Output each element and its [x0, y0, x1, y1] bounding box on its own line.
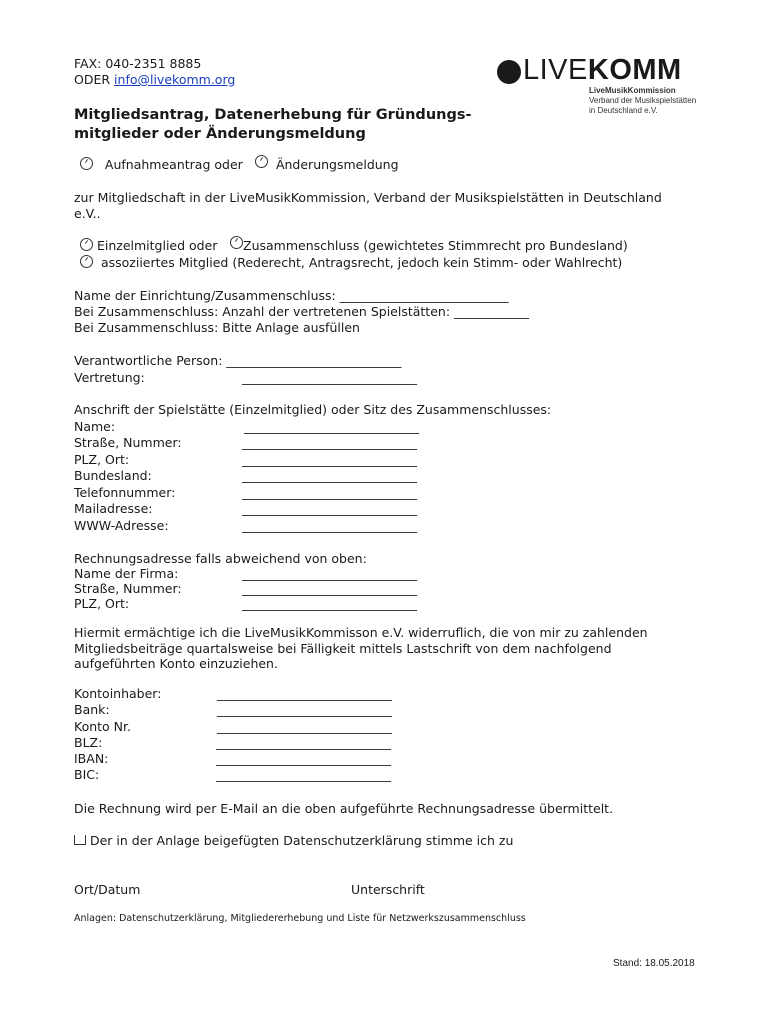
- radio-icon[interactable]: [80, 238, 93, 251]
- anschrift-label: Straße, Nummer:: [74, 435, 182, 450]
- intro-line-1: zur Mitgliedschaft in der LiveMusikKommission, Verband der Musikspielstätten in Deutschland: [74, 190, 662, 205]
- rechnung-label: Straße, Nummer:: [74, 581, 182, 596]
- email-link[interactable]: info@livekomm.org: [114, 72, 236, 87]
- form-title-line-1: Mitgliedsantrag, Datenerhebung für Gründungs-: [74, 107, 472, 123]
- anschrift-label: WWW-Adresse:: [74, 518, 169, 533]
- anschrift-heading: Anschrift der Spielstätte (Einzelmitglied) oder Sitz des Zusammenschlusses:: [74, 402, 552, 417]
- vertretung-label: Vertretung:: [74, 370, 145, 385]
- konto-line[interactable]: ____________________________: [216, 751, 391, 766]
- rechnung-label: Name der Firma:: [74, 566, 179, 581]
- field-anzahl-spielstaetten[interactable]: Bei Zusammenschluss: Anzahl der vertretenen Spielstätten: ____________: [74, 304, 530, 319]
- option-aenderung[interactable]: Änderungsmeldung: [255, 155, 399, 171]
- logo-wordmark: LIVEKOMM: [523, 54, 682, 86]
- fax-line: FAX: 040-2351 8885: [74, 56, 202, 71]
- konto-label: BIC:: [74, 767, 100, 782]
- rechnung-heading: Rechnungsadresse falls abweichend von oben:: [74, 551, 367, 566]
- anschrift-label: Mailadresse:: [74, 501, 153, 516]
- rechnung-label: PLZ, Ort:: [74, 596, 130, 611]
- checkbox-icon[interactable]: [74, 835, 86, 845]
- anschrift-line[interactable]: ____________________________: [242, 435, 417, 450]
- konto-label: Kontoinhaber:: [74, 686, 162, 701]
- konto-label: Bank:: [74, 702, 110, 717]
- field-verantwortliche-person[interactable]: Verantwortliche Person: ____________________________: [74, 353, 402, 368]
- logo-circle-icon: [497, 60, 521, 84]
- anschrift-line[interactable]: ____________________________: [244, 419, 419, 434]
- anschrift-label: PLZ, Ort:: [74, 452, 130, 467]
- intro-line-2: e.V..: [74, 206, 101, 221]
- oder-label: ODER: [74, 72, 111, 87]
- field-einrichtung-name[interactable]: Name der Einrichtung/Zusammenschluss: ___________________________: [74, 288, 509, 303]
- option-aufnahme[interactable]: Aufnahmeantrag oder: [80, 157, 243, 173]
- anschrift-label: Name:: [74, 419, 116, 434]
- konto-line[interactable]: ____________________________: [217, 719, 392, 734]
- konto-line[interactable]: ____________________________: [216, 735, 391, 750]
- konto-line[interactable]: ____________________________: [217, 686, 392, 701]
- radio-icon[interactable]: [80, 255, 93, 268]
- anschrift-line[interactable]: ____________________________: [242, 485, 417, 500]
- radio-icon[interactable]: [80, 157, 93, 170]
- konto-line[interactable]: ____________________________: [216, 767, 391, 782]
- anschrift-line[interactable]: ____________________________: [242, 518, 417, 533]
- logo-sub-2: Verband der Musikspielstätten: [589, 96, 697, 105]
- lastschrift-line-1: Hiermit ermächtige ich die LiveMusikKommisson e.V. widerruflich, die von mir zu zahlenden: [74, 625, 648, 640]
- anschrift-label: Bundesland:: [74, 468, 152, 483]
- option-zusammenschluss[interactable]: Zusammenschluss (gewichtetes Stimmrecht pro Bundesland): [230, 236, 628, 252]
- datenschutz-consent[interactable]: Der in der Anlage beigefügten Datenschutzerklärung stimme ich zu: [74, 833, 513, 849]
- anschrift-line[interactable]: ____________________________: [242, 501, 417, 516]
- konto-label: BLZ:: [74, 735, 103, 750]
- radio-icon[interactable]: [255, 155, 268, 168]
- logo-sub-1: LiveMusikKommission: [589, 86, 676, 95]
- stand-date: Stand: 18.05.2018: [613, 958, 695, 969]
- ort-datum-label: Ort/Datum: [74, 882, 141, 897]
- konto-label: IBAN:: [74, 751, 109, 766]
- option-einzelmitglied[interactable]: Einzelmitglied oder: [80, 238, 217, 254]
- konto-label: Konto Nr.: [74, 719, 131, 734]
- anschrift-line[interactable]: ____________________________: [242, 468, 417, 483]
- logo-sub-3: in Deutschland e.V.: [589, 106, 658, 115]
- anschrift-line[interactable]: ____________________________: [242, 452, 417, 467]
- rechnung-line[interactable]: ____________________________: [242, 566, 417, 581]
- form-title-line-2: mitglieder oder Änderungsmeldung: [74, 126, 366, 142]
- lastschrift-line-3: aufgeführten Konto einzuziehen.: [74, 656, 278, 671]
- radio-icon[interactable]: [230, 236, 243, 249]
- lastschrift-line-2: Mitgliedsbeiträge quartalsweise bei Fälligkeit mittels Lastschrift von dem nachfolgend: [74, 641, 612, 656]
- field-vertretung[interactable]: ____________________________: [242, 370, 417, 385]
- konto-line[interactable]: ____________________________: [217, 702, 392, 717]
- email-line: [74, 72, 235, 88]
- rechnung-line[interactable]: ____________________________: [242, 596, 417, 611]
- einrichtung-note: Bei Zusammenschluss: Bitte Anlage ausfüllen: [74, 320, 360, 335]
- unterschrift-label: Unterschrift: [351, 882, 425, 897]
- anlagen-note: Anlagen: Datenschutzerklärung, Mitgliedererhebung und Liste für Netzwerkszusammenschluss: [74, 913, 526, 924]
- anschrift-label: Telefonnummer:: [74, 485, 176, 500]
- option-assoziiert[interactable]: assoziiertes Mitglied (Rederecht, Antragsrecht, jedoch kein Stimm- oder Wahlrecht): [80, 255, 622, 271]
- rechnung-line[interactable]: ____________________________: [242, 581, 417, 596]
- rechnung-email-note: Die Rechnung wird per E-Mail an die oben aufgeführte Rechnungsadresse übermittelt.: [74, 801, 614, 816]
